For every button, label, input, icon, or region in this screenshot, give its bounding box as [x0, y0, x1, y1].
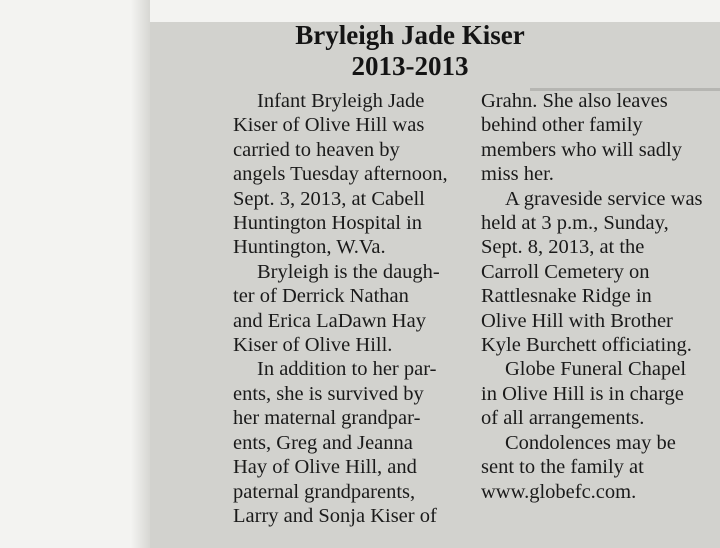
text-line: sent to the family at — [481, 456, 644, 479]
text-line: A graveside service was — [505, 187, 703, 210]
text-line: Olive Hill with Brother — [481, 309, 673, 332]
obituary-heading — [150, 20, 670, 82]
text-line: Bryleigh is the daugh- — [257, 260, 440, 283]
text-line: her maternal grandpar- — [233, 407, 421, 430]
text-line: members who will sadly — [481, 138, 682, 161]
text-line: Infant Bryleigh Jade — [257, 90, 425, 112]
text-line: held at 3 p.m., Sunday, — [481, 212, 669, 235]
text-line: www.globefc.com. — [481, 480, 637, 503]
text-line: and Erica LaDawn Hay — [233, 309, 426, 332]
text-line: Kyle Burchett officiating. — [481, 334, 692, 357]
text-line: Condolences may be — [505, 431, 676, 454]
text-line: Rattlesnake Ridge in — [481, 285, 652, 308]
text-line: Kiser of Olive Hill was — [233, 114, 425, 137]
text-line: ents, Greg and Jeanna — [233, 431, 413, 454]
text-line: paternal grandparents, — [233, 480, 416, 503]
text-line: Grahn. She also leaves — [481, 90, 668, 112]
text-line: in Olive Hill is in charge — [481, 382, 684, 405]
text-line: of all arrangements. — [481, 407, 645, 430]
text-line: Sept. 8, 2013, at the — [481, 236, 645, 259]
text-line: Hay of Olive Hill, and — [233, 456, 417, 479]
text-line: Carroll Cemetery on — [481, 260, 650, 283]
text-line: ter of Derrick Nathan — [233, 285, 409, 308]
obituary-years: 2013-2013 — [351, 51, 469, 81]
text-line: Sept. 3, 2013, at Cabell — [233, 187, 425, 210]
text-line: Kiser of Olive Hill. — [233, 334, 393, 357]
text-line: ents, she is survived by — [233, 382, 424, 405]
article-column-right — [481, 89, 720, 504]
text-line: Globe Funeral Chapel — [505, 358, 687, 381]
text-line: carried to heaven by — [233, 138, 400, 161]
text-line: Huntington, W.Va. — [233, 236, 386, 259]
text-line: behind other family — [481, 114, 643, 137]
obituary-name: Bryleigh Jade Kiser — [295, 20, 525, 50]
text-line: Huntington Hospital in — [233, 212, 423, 235]
article-column-left — [233, 89, 468, 528]
text-line: In addition to her par- — [257, 358, 437, 381]
text-line: Larry and Sonja Kiser of — [233, 504, 437, 527]
text-line: miss her. — [481, 163, 554, 186]
clipping-shadow-edge — [130, 0, 150, 548]
text-line: angels Tuesday afternoon, — [233, 163, 448, 186]
